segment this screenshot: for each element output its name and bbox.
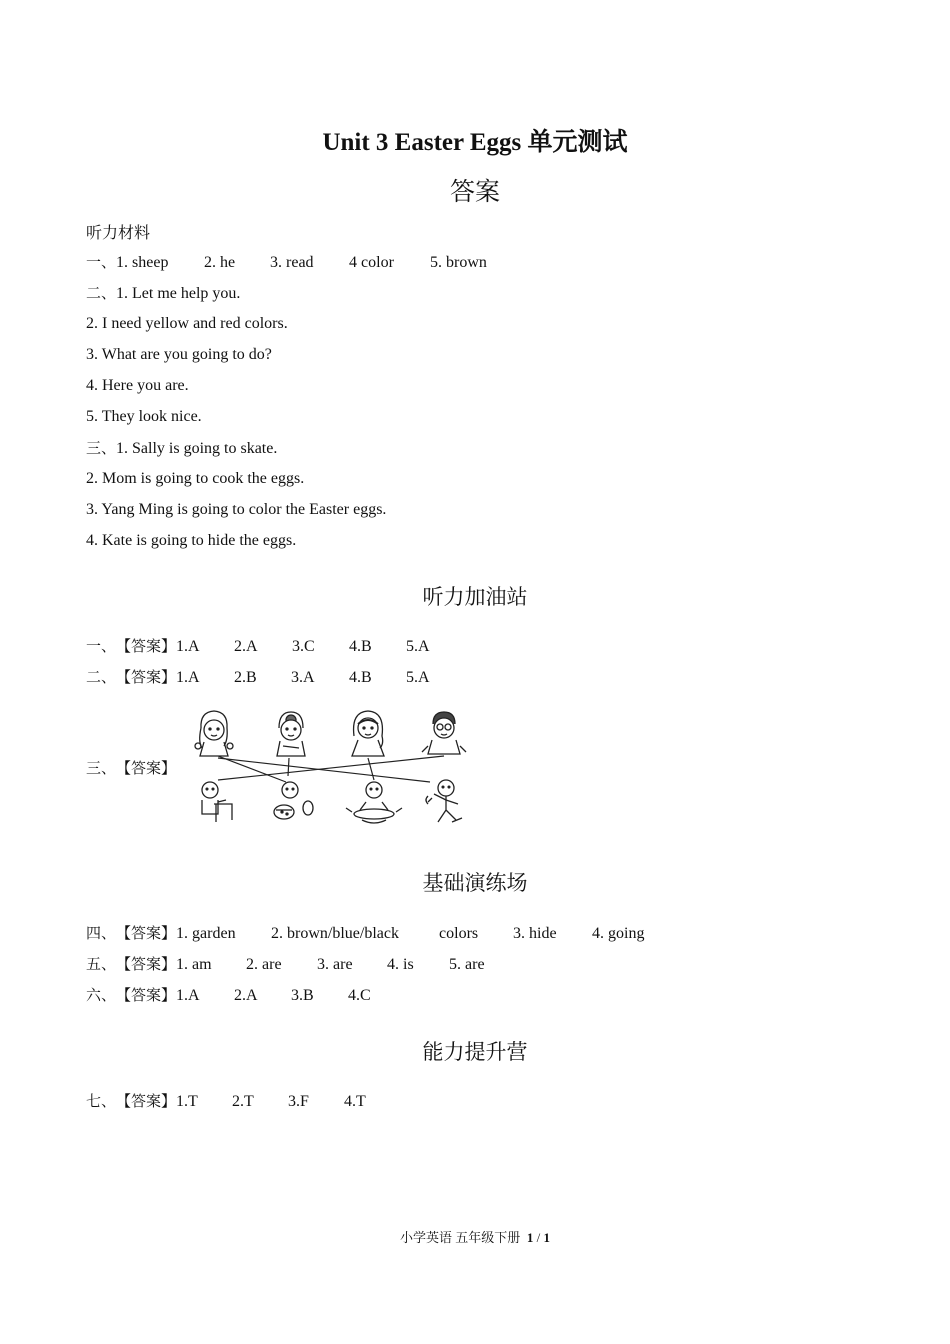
section-heading-basics: 基础演练场 [422, 871, 528, 895]
answer-row-6 [86, 985, 371, 1006]
answer-tag: 【答案】 [116, 668, 177, 686]
list-item: 4. Here you are. [86, 377, 189, 394]
answer-item: 2. brown/blue/black [271, 925, 399, 942]
answer-item: 2. are [246, 956, 282, 973]
answer-row-7 [86, 1091, 366, 1112]
answer-item: 1.A [176, 987, 200, 1004]
answer-item: 2.A [234, 987, 258, 1004]
footer-text: 小学英语 五年级下册 [400, 1230, 521, 1245]
answer-item: colors [439, 925, 479, 942]
child-at-table-icon [202, 782, 232, 822]
answer-row-1 [86, 636, 430, 657]
answer-item: 3.F [288, 1093, 309, 1110]
page-footer [0, 1227, 950, 1246]
answer-item: 4.C [348, 987, 371, 1004]
page-separator: / [536, 1230, 541, 1245]
matching-illustration [188, 706, 468, 830]
boy-with-glasses-icon [422, 712, 466, 754]
answer-item: 4. going [592, 925, 645, 942]
list-item: 3. read [270, 254, 314, 271]
prefix: 六、 [86, 986, 117, 1004]
list-item: 2. I need yellow and red colors. [86, 315, 288, 332]
answer-item: 3.B [291, 987, 314, 1004]
answer-item: 2.T [232, 1093, 254, 1110]
answer-item: 4.B [349, 638, 372, 655]
prefix: 三、 [86, 439, 117, 457]
answer-row-2 [86, 667, 430, 688]
answer-item: 5.A [406, 669, 430, 686]
answer-row-4 [86, 923, 644, 944]
prefix: 二、 [86, 668, 117, 686]
list-item: 5. They look nice. [86, 408, 202, 425]
answer-item: 4.B [349, 669, 372, 686]
answer-subtitle: 答案 [449, 179, 500, 206]
answer-row-5 [86, 954, 485, 975]
list-item: 4. Kate is going to hide the eggs. [86, 532, 297, 549]
list-item: 5. brown [430, 254, 487, 271]
answer-item: 2.A [234, 638, 258, 655]
answer-tag: 【答案】 [116, 637, 177, 655]
page-title: Unit 3 Easter Eggs 单元测试 [322, 129, 628, 156]
answer-item: 1.A [176, 669, 200, 686]
answer-item: 5. are [449, 956, 485, 973]
prefix: 七、 [86, 1092, 117, 1110]
child-skating-icon [426, 780, 462, 822]
section-heading-listening: 听力加油站 [422, 585, 528, 609]
answer-item: 3. hide [513, 925, 557, 942]
prefix: 一、 [86, 637, 117, 655]
answer-item: 3.C [292, 638, 315, 655]
answer-item: 2.B [234, 669, 257, 686]
section-heading-advanced: 能力提升营 [422, 1040, 528, 1064]
answer-item: 1. am [176, 956, 212, 973]
girl-with-pigtails-icon [195, 711, 233, 756]
prefix: 四、 [86, 924, 117, 942]
girl-eating-icon [277, 712, 305, 756]
answer-tag: 【答案】 [116, 759, 177, 777]
listening-part3-line-1 [86, 438, 277, 459]
page-total: 1 [543, 1230, 550, 1245]
page-number: 1 [526, 1230, 534, 1245]
listening-part1-row [86, 252, 487, 273]
answer-tag: 【答案】 [116, 986, 177, 1004]
answer-tag: 【答案】 [116, 1092, 177, 1110]
prefix: 五、 [86, 955, 117, 973]
answer-tag: 【答案】 [116, 924, 177, 942]
child-cooking-icon [346, 782, 402, 823]
list-item: 4 color [349, 254, 394, 271]
answer-item: 4.T [344, 1093, 366, 1110]
child-with-eggs-icon [274, 782, 313, 819]
listening-part2-line-1 [86, 283, 240, 304]
list-item: 3. What are you going to do? [86, 346, 272, 363]
answer-tag: 【答案】 [116, 955, 177, 973]
listening-heading: 听力材料 [86, 223, 151, 242]
prefix: 三、 [86, 759, 117, 777]
answer-item: 3. are [317, 956, 353, 973]
answer-item: 1. garden [176, 925, 236, 942]
answer-item: 5.A [406, 638, 430, 655]
answer-item: 4. is [387, 956, 414, 973]
list-item: 2. Mom is going to cook the eggs. [86, 470, 305, 487]
answer-item: 1.T [176, 1093, 198, 1110]
answer-item: 1.A [176, 638, 200, 655]
answer-row-3 [86, 758, 176, 779]
list-item: 3. Yang Ming is going to color the Easter eggs. [86, 501, 387, 518]
answer-item: 3.A [291, 669, 315, 686]
list-item: 1. Let me help you. [116, 285, 241, 302]
list-item: 2. he [204, 254, 236, 271]
list-item: 1. sheep [116, 254, 169, 271]
prefix: 一、 [86, 253, 117, 271]
list-item: 1. Sally is going to skate. [116, 440, 278, 457]
girl-long-hair-icon [352, 711, 384, 756]
prefix: 二、 [86, 284, 117, 302]
